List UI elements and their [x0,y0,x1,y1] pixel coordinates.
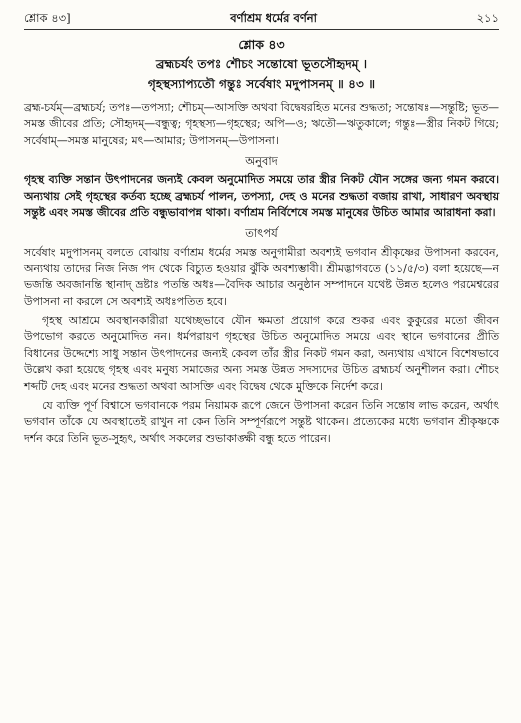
purport-paragraph: সর্বেষাং মদুপাসনম্ বলতে বোঝায় বর্ণাশ্রম ধর্মের সমস্ত অনুগামীরা অবশ্যই ভগবান শ্রীকৃষ্ণের উপাসনা করবেন, অন্যথায় তাদের নিজ নিজ পদ থেকে বিচ্যুত হওয়ার ঝুঁকি অবশ্যম্ভাবী। শ্রীমদ্ভাগবতে (১১/৫/৩) বলা হয়েছে—ন ভজন্তি অবজানন্তি স্থানাদ্ ভ্রষ্টাঃ পতন্তি অধঃ—বৈদিক আচার অনুষ্ঠান সম্পাদনে যথেষ্ট উন্নত হলেও পরমেশ্বরের উপাসনা না করলে সে অবশ্যই অধঃপতিত হবে। [24,245,499,308]
page-number: ২১১ [476,11,499,25]
chapter-title: বর্ণাশ্রম ধর্মের বর্ণনা [230,11,317,25]
translation: গৃহস্থ ব্যক্তি সন্তান উৎপাদনের জন্যই কেবল অনুমোদিত সময়ে তার স্ত্রীর নিকট যৌন সঙ্গের জন্য গমন করবে। অন্যথায় সেই গৃহস্থের কর্তব্য হচ্ছে ব্রহ্মচর্য পালন, তপস্যা, দেহ ও মনের শুদ্ধতা বজায় রাখা, সাধারণ অবস্থায় সন্তুষ্ট এবং সমস্ত জীবের প্রতি বন্ধুভাবাপন্ন থাকা। বর্ণাশ্রম নির্বিশেষে সমস্ত মানুষের উচিত আমার আরাধনা করা। [24,173,499,220]
synonyms: ব্রহ্ম-চর্যম্—ব্রহ্মচর্য; তপঃ—তপস্যা; শৌচম্—আসক্তি অথবা বিদ্বেষরহিত মনের শুদ্ধতা; সন্তোষঃ—সন্তুষ্টি; ভূত—সমস্ত জীবের প্রতি; সৌহৃদম্—বন্ধুত্ব; গৃহস্থস্য—গৃহস্থের; অপি—ও; ঋতৌ—ঋতুকালে; গন্তুঃ—স্ত্রীর নিকট গিয়ে; সর্বেষাম্—সমস্ত মানুষের; মৎ—আমার; উপাসনম্—উপাসনা। [24,101,500,147]
verse-line-1: ব্রহ্মচর্যং তপঃ শৌচং সন্তোষো ভূতসৌহৃদম্ । [155,57,368,71]
translation-heading: অনুবাদ [245,154,278,169]
purport-paragraph: যে ব্যক্তি পূর্ণ বিশ্বাসে ভগবানকে পরম নিয়ামক রূপে জেনে উপাসনা করেন তিনি সন্তোষ লাভ করেন, অর্থাৎ ভগবান তাঁকে যে অবস্থাতেই রাখুন না কেন তিনি সম্পূর্ণরূপে সন্তুষ্ট থাকেন। প্রত্যেকের মধ্যে ভগবান শ্রীকৃষ্ণকে দর্শন করে তিনি ভূত-সুহৃৎ, অর্থাৎ সকলের শুভাকাঙ্ক্ষী বন্ধু হতে পারেন। [24,398,499,445]
verse-reference: শ্লোক ৪৩] [24,11,71,25]
verse-line-2: গৃহস্থস্যাপ্যতৌ গন্তুঃ সর্বেষাং মদুপাসনম্ ॥ ৪৩ ॥ [147,76,376,91]
running-header [24,10,499,30]
verse-title: শ্লোক ৪৩ [238,37,285,53]
purport-heading: তাৎপর্য [245,226,278,241]
purport-paragraph: গৃহস্থ আশ্রমে অবস্থানকারীরা যথেচ্ছভাবে যৌন ক্ষমতা প্রয়োগ করে শুকর এবং কুকুরের মতো জীবন উপভোগ করতে অনুমোদিত নন। ধর্মপরায়ণ গৃহস্থের উচিত অনুমোদিত সময়ে এবং স্থানে ভগবানের প্রীতি বিধানের উদ্দেশ্যে সাধু সন্তান উৎপাদনের জন্যই কেবল তাঁর স্ত্রীর নিকট গমন করা, অন্যথায় এখানে বিশেষভাবে উল্লেখ করা হয়েছে গৃহস্থ এবং মনুষ্য সমাজের অন্য সমস্ত উন্নত সদস্যদের উচিত ব্রহ্মচর্য অনুশীলন করা। শৌচং শব্দটি দেহ এবং মনের শুদ্ধতা অথবা আসক্তি এবং বিদ্বেষ থেকে মুক্তিকে নির্দেশ করে। [24,314,499,393]
purport [24,245,499,447]
